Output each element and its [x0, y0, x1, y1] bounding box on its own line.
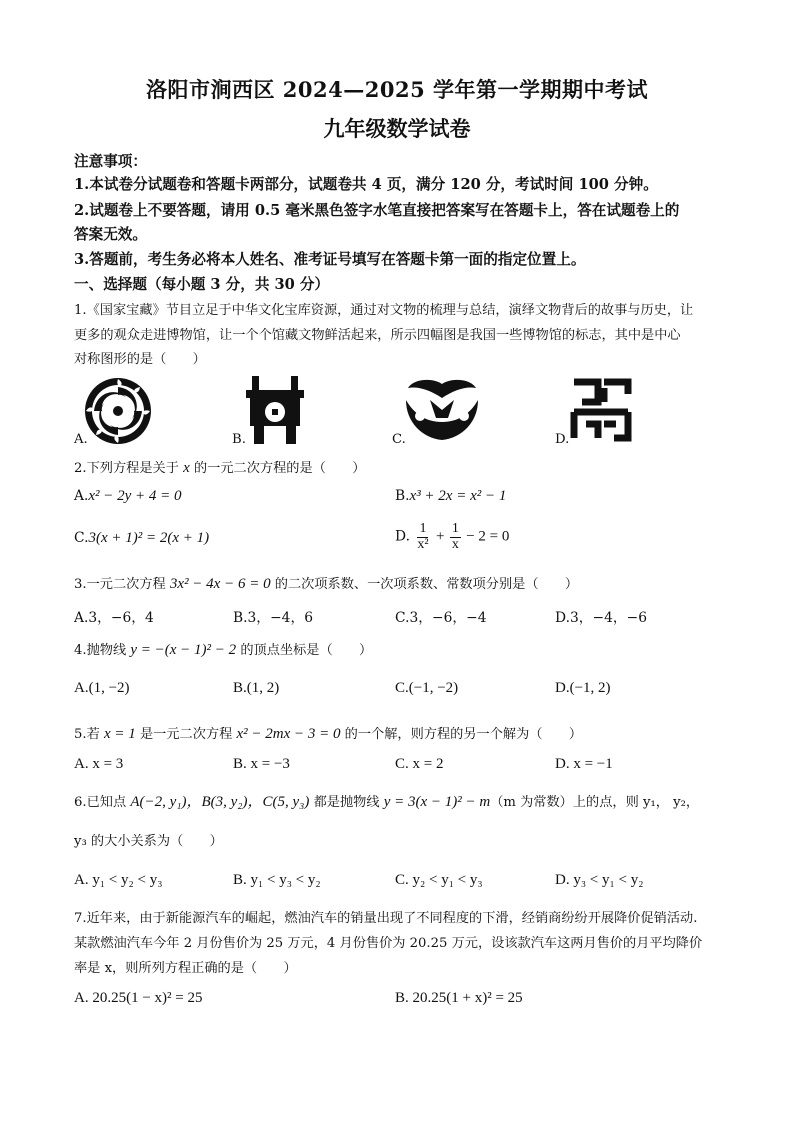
bronze-ding-logo-icon	[246, 376, 304, 444]
q7-stem-line2: 某款燃油汽车今年 2 月份售价为 25 万元，4 月份售价为 20.25 万元，设该款汽车这两月售价的月平均降价	[74, 936, 703, 951]
q1-stem-line3: 对称图形的是（ ）	[74, 352, 206, 367]
q2-option-a: A.x² − 2y + 4 = 0	[74, 488, 182, 504]
exam-title: 洛阳市涧西区 2024—2025 学年第一学期期中考试	[145, 77, 648, 102]
q3-stem: 3.一元二次方程 3x² − 4x − 6 = 0 的二次项系数、一次项系数、常数项分别是（ ）	[74, 576, 579, 592]
notice-item-2b: 答案无效。	[74, 226, 147, 243]
notice-item-3: 3.答题前，考生务必将本人姓名、准考证号填写在答题卡第一面的指定位置上。	[74, 251, 586, 268]
q3-option-b: B.3，−4，6	[233, 610, 314, 626]
notice-heading: 注意事项：	[74, 153, 147, 170]
q7-stem-line1: 7.近年来，由于新能源汽车的崛起，燃油汽车的销量出现了不同程度的下滑，经销商纷纷开展降价促销活动.	[74, 911, 698, 926]
q6-stem: 6.已知点 A(−2, y₁)，B(3, y₂)，C(5, y₃) 都是抛物线 y = 3(x − 1)² − m（m 为常数）上的点，则 y₁， y₂，	[74, 794, 700, 810]
q5-option-a: A. x = 3	[74, 756, 124, 772]
q1-option-a: A.	[74, 432, 88, 447]
q5-option-d: D. x = −1	[555, 756, 613, 772]
q5-option-b: B. x = −3	[233, 756, 290, 772]
seal-character-logo-icon	[570, 378, 632, 442]
q7-stem-line3: 率是 x，则所列方程正确的是（ ）	[74, 961, 297, 976]
q4-option-a: A.(1, −2)	[74, 680, 130, 696]
q6-option-d: D. y₃ < y₁ < y₂	[555, 872, 644, 888]
q6-option-c: C. y₂ < y₁ < y₃	[395, 872, 483, 888]
q3-option-a: A.3，−6，4	[74, 610, 154, 626]
q2-option-c: C.3(x + 1)² = 2(x + 1)	[74, 530, 210, 546]
q3-option-c: C.3，−6，−4	[395, 610, 487, 626]
notice-item-2a: 2.试题卷上不要答题，请用 0.5 毫米黑色签字水笔直接把答案写在答题卡上，答在试题卷上的	[74, 202, 680, 219]
q1-option-c: C.	[392, 432, 406, 447]
q5-stem: 5.若 x = 1 是一元二次方程 x² − 2mx − 3 = 0 的一个解，则方程的另一个解为（ ）	[74, 726, 583, 742]
exam-subtitle: 九年级数学试卷	[323, 116, 471, 141]
q6-option-a: A. y₁ < y₂ < y₃	[74, 872, 163, 888]
q4-option-c: C.(−1, −2)	[395, 680, 459, 696]
q7-option-a: A. 20.25(1 − x)² = 25	[74, 990, 203, 1006]
q7-option-b: B. 20.25(1 + x)² = 25	[395, 990, 523, 1006]
q3-option-d: D.3，−4，−6	[555, 610, 648, 626]
q1-option-d: D.	[555, 432, 570, 447]
q1-stem-line2: 更多的观众走进博物馆，让一个个馆藏文物鲜活起来，所示四幅图是我国一些博物馆的标志，其中是中心	[74, 328, 681, 343]
q6-option-b: B. y₁ < y₃ < y₂	[233, 872, 321, 888]
q4-stem: 4.抛物线 y = −(x − 1)² − 2 的顶点坐标是（ ）	[74, 642, 373, 658]
section-heading: 一、选择题（每小题 3 分，共 30 分）	[74, 276, 330, 293]
q4-option-d: D.(−1, 2)	[555, 680, 611, 696]
q1-stem-line1: 1.《国家宝藏》节目立足于中华文化宝库资源，通过对文物的梳理与总结，演绎文物背后的故事与历史，让	[74, 303, 694, 318]
notice-item-1: 1.本试卷分试题卷和答题卡两部分，试题卷共 4 页，满分 120 分，考试时间 100 分钟。	[74, 176, 658, 193]
spiral-disc-logo-icon	[84, 377, 152, 445]
q2-option-d: D. $\frac{1}{\text{x²}}$ + $\frac{1}{x}$ − 2 = 0	[395, 521, 510, 552]
q5-option-c: C. x = 2	[395, 756, 444, 772]
q2-option-b: B.x³ + 2x = x² − 1	[395, 488, 507, 504]
q1-option-b: B.	[232, 432, 246, 447]
q6-stem-line2: y₃ 的大小关系为（ ）	[74, 834, 223, 849]
q4-option-b: B.(1, 2)	[233, 680, 280, 696]
q2-stem: 2.下列方程是关于 x 的一元二次方程的是（ ）	[74, 460, 366, 476]
crescent-mask-logo-icon	[404, 378, 480, 442]
